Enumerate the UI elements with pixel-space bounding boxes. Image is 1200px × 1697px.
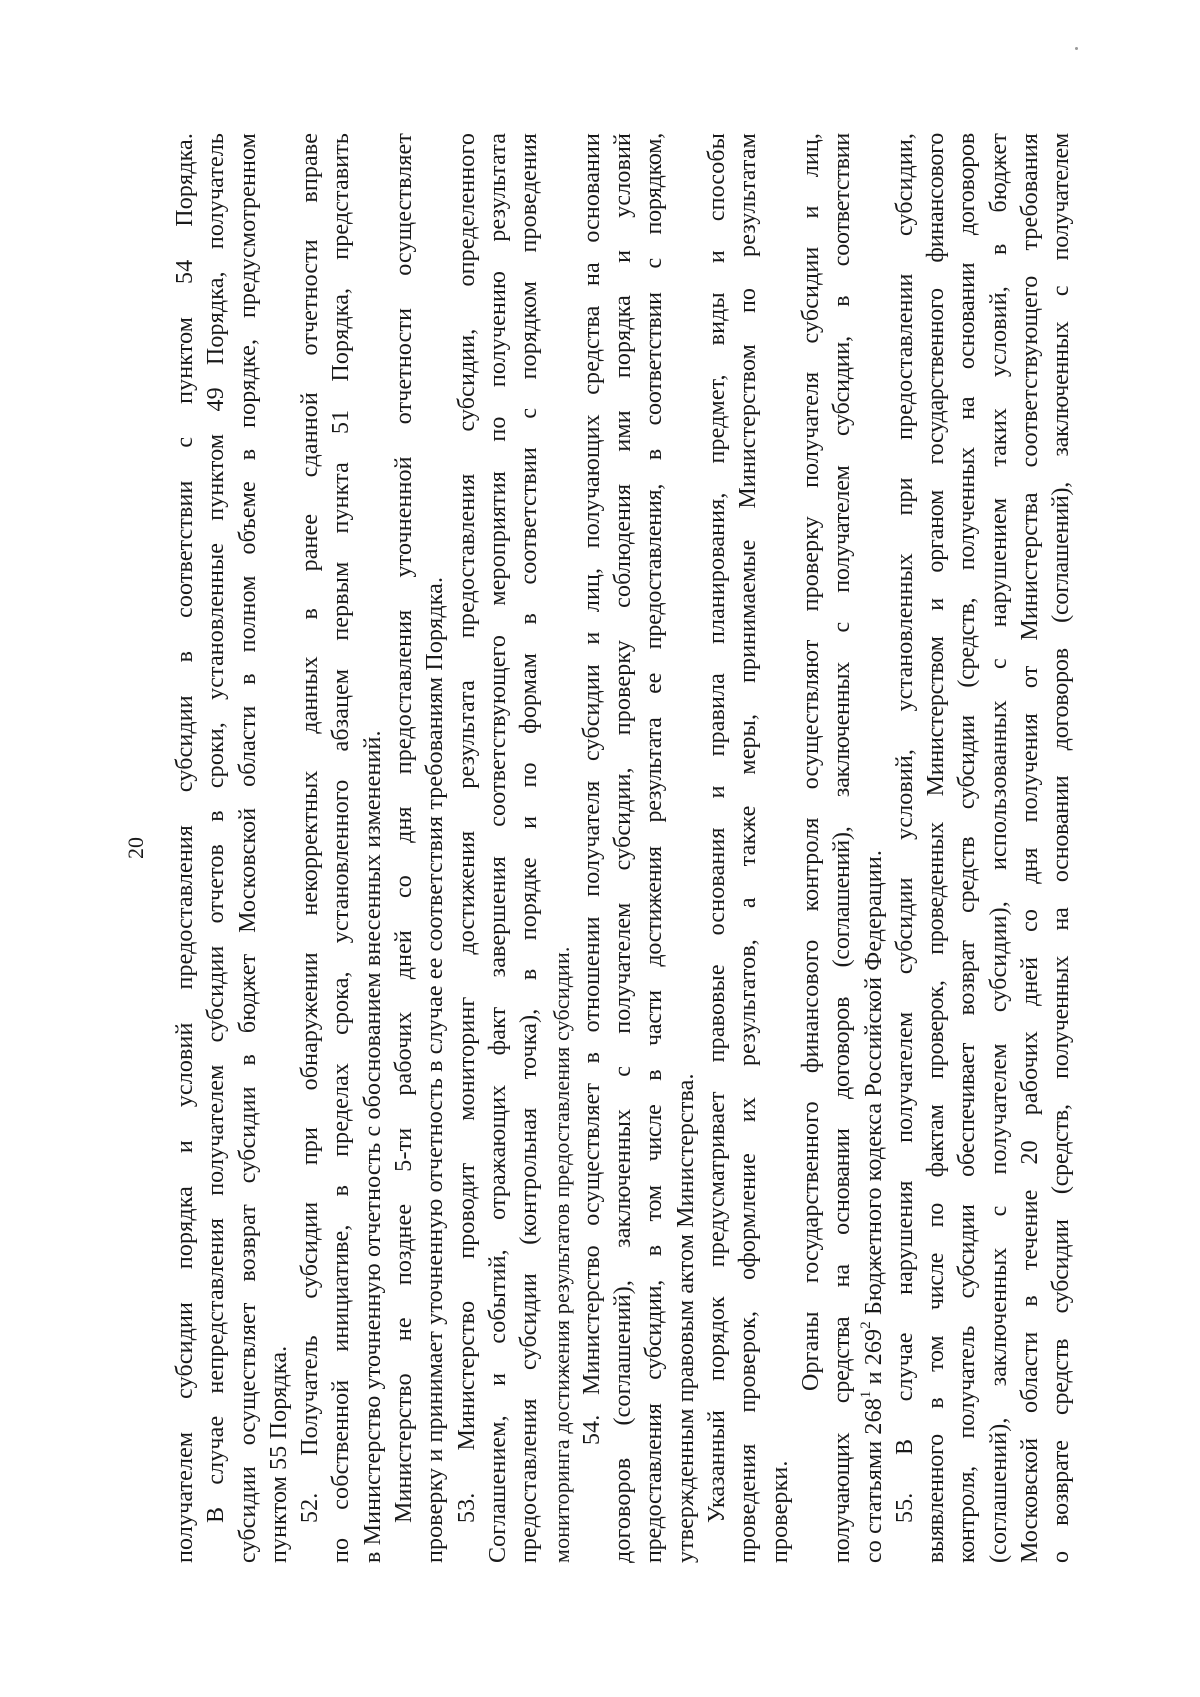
text-line: проведения проверок, оформление их результатов, а также меры, принимаемые Министерством по результатам	[735, 133, 762, 1563]
text-line: Министерство не позднее 5-ти рабочих дней со дня предоставления уточненной отчетности осуществляет	[391, 133, 418, 1523]
text-line: Органы государственного финансового контроля осуществляют проверку получателя субсидии и лиц,	[798, 133, 825, 1391]
body-text	[170, 133, 1078, 1563]
page-number: 20	[123, 837, 149, 859]
text-line: Московской области в течение 20 рабочих дней со дня получения от Министерства соответствующего требования	[1017, 133, 1044, 1563]
scan-speck	[1075, 47, 1078, 50]
text-line: проверку и принимает уточненную отчетность в случае ее соответствия требованиям Порядка.	[422, 576, 449, 1563]
text-line: контроля, получатель субсидии обеспечивает возврат средств субсидии (средств, полученных на основании договоров	[954, 133, 981, 1563]
text-line: получателем субсидии порядка и условий предоставления субсидии в соответствии с пунктом 54 Порядка.	[172, 133, 199, 1563]
text-line: получающих средства на основании договоров (соглашений), заключенных с получателем субсидии, в соответствии	[829, 133, 856, 1563]
text-line: о возврате средств субсидии (средств, полученных на основании договоров (соглашений), заключенных с получателем	[1048, 133, 1075, 1563]
superscript: 2	[857, 1321, 874, 1329]
text-line: мониторинга достижения результатов предоставления субсидии.	[548, 946, 574, 1563]
text-line: в Министерство уточненную отчетность с обоснованием внесенных изменений.	[359, 730, 386, 1563]
text-line: 53. Министерство проводит мониторинг достижения результата предоставления субсидии, определенного	[453, 133, 480, 1523]
text-line: по собственной инициативе, в пределах срока, установленного абзацем первым пункта 51 Порядка, представить	[328, 133, 355, 1563]
text-line: договоров (соглашений), заключенных с получателем субсидии, проверку соблюдения ими порядка и условий	[610, 133, 637, 1563]
superscript: 1	[857, 1390, 874, 1399]
text-line: предоставления субсидии, в том числе в части достижения результата ее предоставления, в соответствии с порядком,	[641, 133, 668, 1563]
page-content	[122, 133, 1078, 1563]
text-line: предоставления субсидии (контрольная точка), в порядке и по формам в соответствии с порядком проведения	[516, 133, 543, 1563]
text-line: проверки.	[766, 1460, 793, 1563]
text-line: 54. Министерство осуществляет в отношении получателя субсидии и лиц, получающих средства на основании	[579, 133, 606, 1445]
text-line: Указанный порядок предусматривает правовые основания и правила планирования, предмет, виды и способы	[704, 133, 731, 1523]
text-line: Соглашением, и событий, отражающих факт завершения соответствующего мероприятия по получению результата	[485, 133, 512, 1563]
text-line: 55. В случае нарушения получателем субсидии условий, установленных при предоставлении субсидии,	[892, 133, 919, 1523]
text-line: 52. Получатель субсидии при обнаружении некорректных данных в ранее сданной отчетности вправе	[297, 133, 324, 1523]
text-line: пунктом 55 Порядка.	[266, 1345, 293, 1563]
text-line: со статьями $268^1$ и $269^2$ Бюджетного кодекса Российской Федерации.	[857, 849, 887, 1563]
text-line: утвержденным правовым актом Министерства.	[672, 1073, 699, 1563]
text-line: субсидии осуществляет возврат субсидии в бюджет Московской области в полном объеме в порядке, предусмотренном	[234, 133, 261, 1563]
text-line: выявленного в том числе по фактам проверок, проведенных Министерством и органом государственного финансового	[923, 133, 950, 1563]
text-line: (соглашений), заключенных с получателем субсидии), использованных с нарушением таких условий, в бюджет	[985, 133, 1012, 1563]
text-line: В случае непредставления получателем субсидии отчетов в сроки, установленные пунктом 49 Порядка, получатель	[203, 133, 230, 1523]
